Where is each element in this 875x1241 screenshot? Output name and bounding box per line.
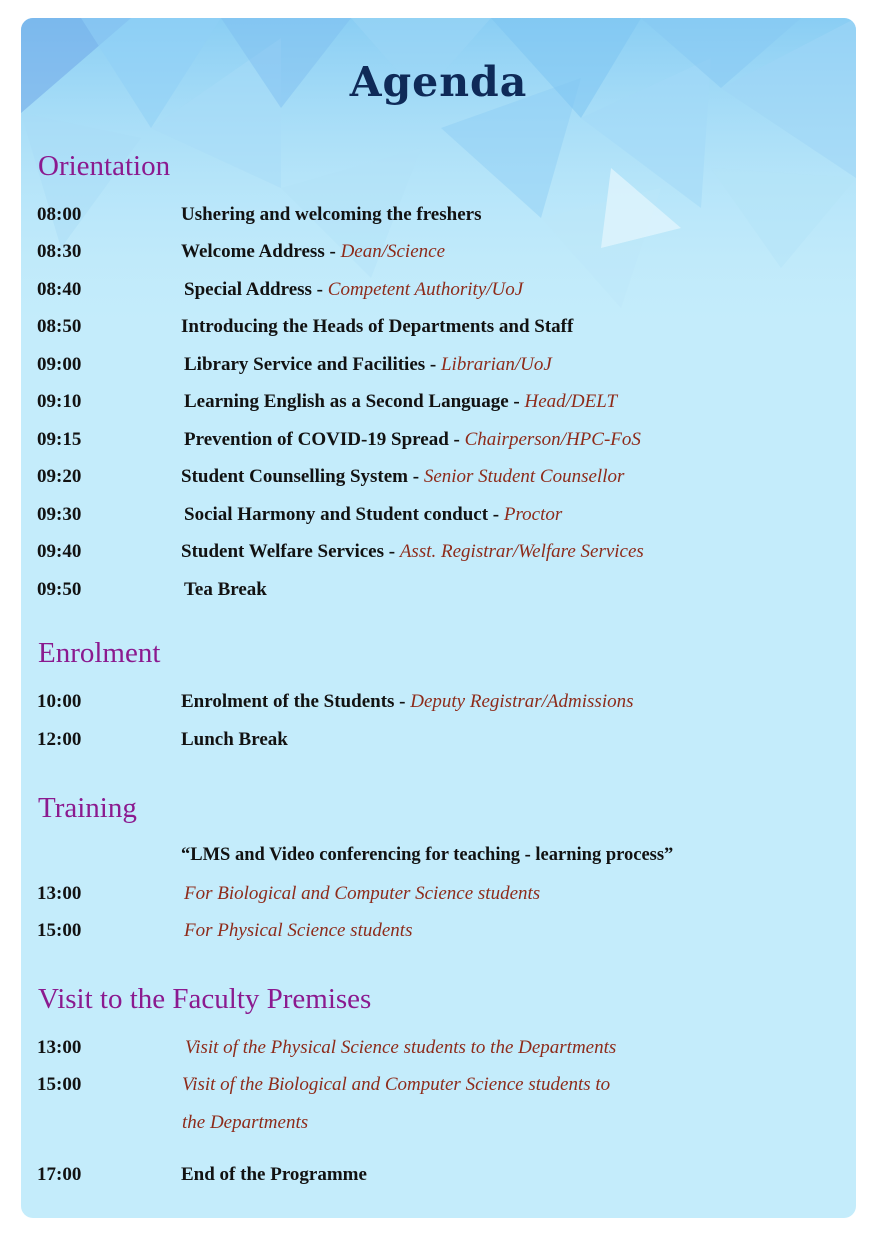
agenda-time: 09:00: [37, 354, 82, 375]
agenda-item-title: Special Address -: [184, 279, 328, 300]
agenda-time: 09:50: [37, 579, 82, 600]
agenda-item: [184, 354, 552, 376]
agenda-item: [181, 466, 624, 488]
agenda-item-title: Social Harmony and Student conduct -: [184, 504, 504, 525]
agenda-time: 08:40: [37, 279, 82, 300]
agenda-time: 13:00: [37, 883, 82, 904]
agenda-item-closing: End of the Programme: [181, 1164, 367, 1185]
agenda-time: 12:00: [37, 729, 82, 750]
agenda-item-title: Tea Break: [184, 579, 267, 600]
agenda-item: [184, 429, 641, 451]
agenda-item-speaker: Competent Authority/UoJ: [327, 279, 524, 300]
agenda-time: 15:00: [37, 1074, 82, 1095]
agenda-time: 09:40: [37, 541, 82, 562]
agenda-item: [184, 579, 267, 601]
agenda-item: [184, 504, 562, 526]
agenda-time: 10:00: [37, 691, 82, 712]
agenda-item-title: Lunch Break: [181, 729, 288, 750]
agenda-item-speaker: Head/DELT: [524, 391, 618, 412]
agenda-time: 09:30: [37, 504, 82, 525]
agenda-time: 09:20: [37, 466, 82, 487]
agenda-item-speaker: Senior Student Counsellor: [423, 466, 625, 487]
section-heading-orientation: Orientation: [38, 150, 171, 182]
section-heading-visit: Visit to the Faculty Premises: [38, 983, 372, 1015]
agenda-time: 08:50: [37, 316, 82, 337]
agenda-time: 15:00: [37, 920, 82, 941]
agenda-item-title: Library Service and Facilities -: [184, 354, 441, 375]
agenda-item: Visit of the Biological and Computer Science students to: [182, 1074, 611, 1095]
agenda-time: 13:00: [37, 1037, 82, 1058]
agenda-item: [184, 279, 523, 301]
agenda-item: For Physical Science students: [184, 920, 413, 941]
training-topic: “LMS and Video conferencing for teaching - learning process”: [181, 845, 674, 865]
agenda-item-speaker: Librarian/UoJ: [440, 354, 552, 375]
agenda-item-speaker: Dean/Science: [340, 241, 446, 262]
agenda-item-title: Introducing the Heads of Departments and Staff: [181, 316, 574, 337]
agenda-item: [181, 204, 481, 226]
page-title: Agenda: [349, 58, 528, 106]
agenda-item: Visit of the Physical Science students to the Departments: [185, 1037, 617, 1058]
agenda-item-title: Student Counselling System -: [181, 466, 424, 487]
agenda-item-speaker: Asst. Registrar/Welfare Services: [399, 541, 644, 562]
agenda-time: 17:00: [37, 1164, 82, 1185]
agenda-item: For Biological and Computer Science students: [184, 883, 541, 904]
agenda-item-title: Ushering and welcoming the freshers: [181, 204, 482, 225]
agenda-time: 08:30: [37, 241, 82, 262]
agenda-item: [181, 316, 573, 338]
agenda-time: 08:00: [37, 204, 82, 225]
agenda-item-title: Welcome Address -: [181, 241, 341, 262]
agenda-item-title: Prevention of COVID-19 Spread -: [184, 429, 465, 450]
agenda-time: 09:10: [37, 391, 82, 412]
agenda-item: [181, 729, 288, 751]
agenda-item-title: Student Welfare Services -: [181, 541, 400, 562]
agenda-item-speaker: Chairperson/HPC-FoS: [464, 429, 641, 450]
agenda-item: [181, 541, 644, 563]
agenda-time: 09:15: [37, 429, 82, 450]
section-heading-training: Training: [38, 792, 137, 824]
agenda-item: [181, 691, 634, 713]
agenda-item: [184, 391, 617, 413]
section-heading-enrolment: Enrolment: [38, 637, 161, 669]
agenda-item-speaker: Deputy Registrar/Admissions: [410, 691, 634, 712]
agenda-item: [181, 241, 445, 263]
agenda-item-title: Enrolment of the Students -: [181, 691, 411, 712]
agenda-item-continued: the Departments: [182, 1112, 309, 1133]
agenda-item-speaker: Proctor: [503, 504, 563, 525]
agenda-item-title: Learning English as a Second Language -: [184, 391, 525, 412]
